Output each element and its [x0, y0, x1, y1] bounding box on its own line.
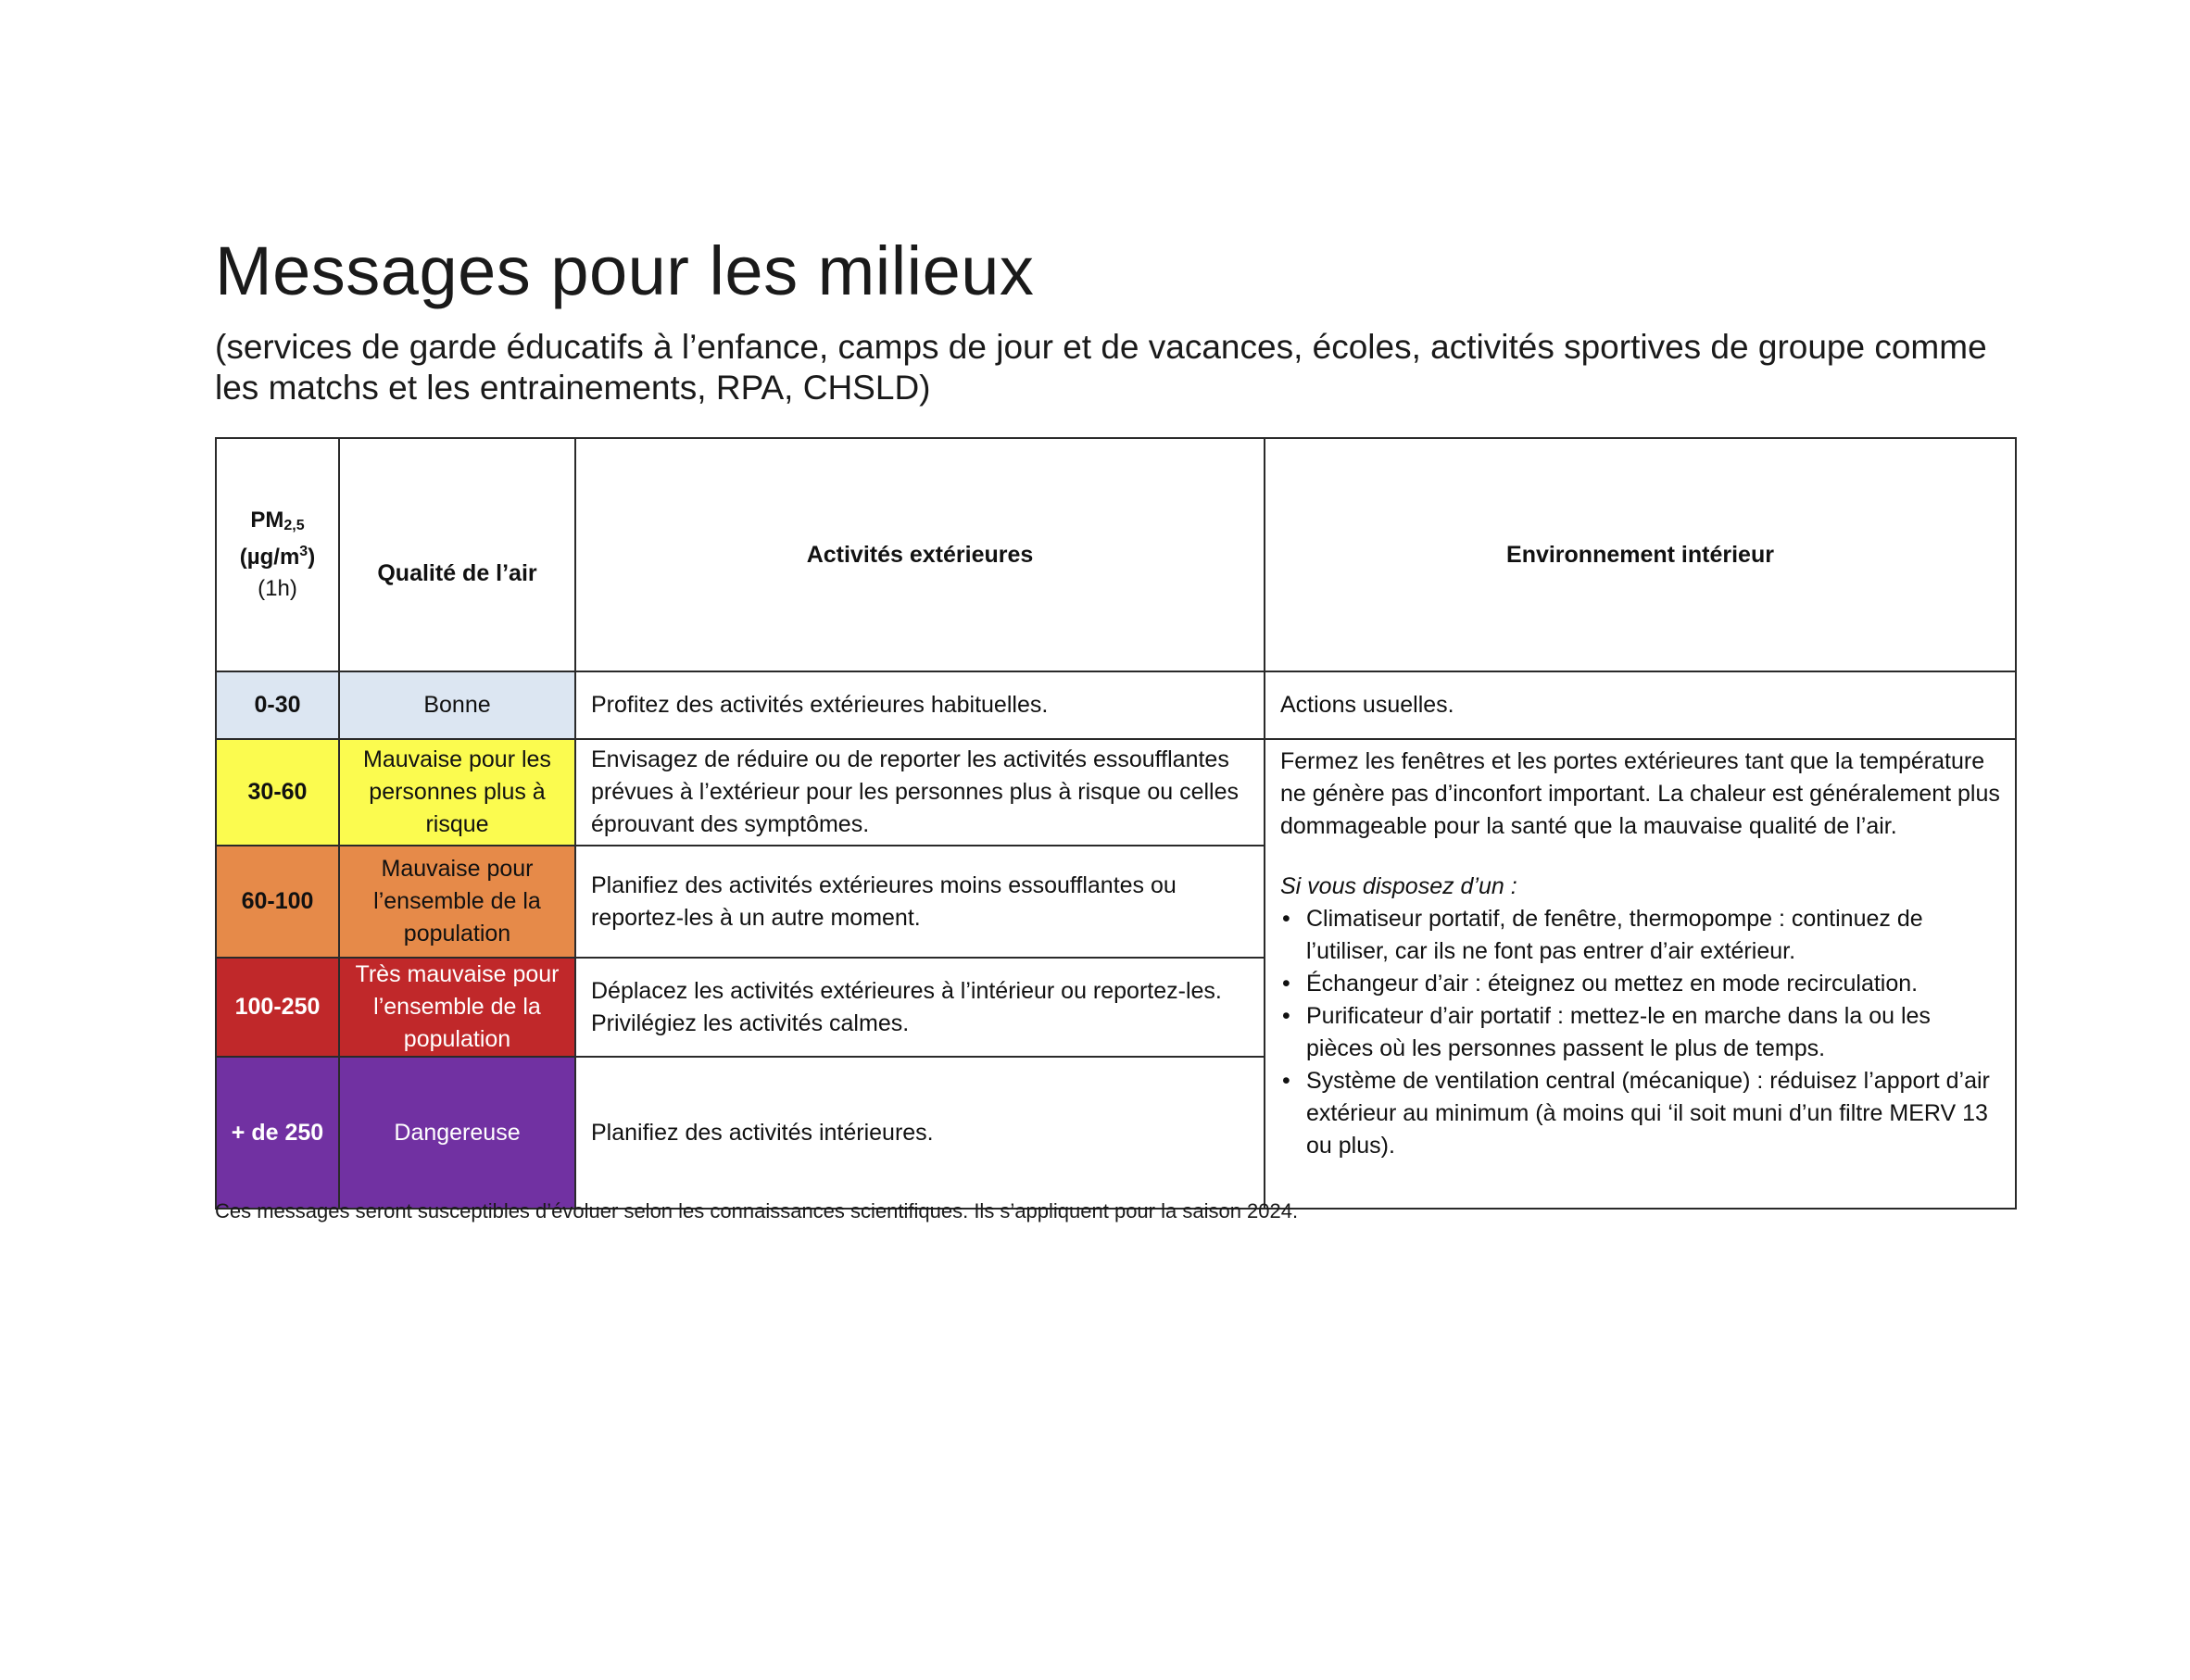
table-row	[216, 671, 2016, 739]
header-pm25	[216, 438, 339, 671]
range-cell: 0-30	[216, 671, 339, 739]
list-item-text: Purificateur d’air portatif : mettez-le en marche dans la ou les pièces où les personnes passent le plus de temps.	[1306, 1003, 1931, 1061]
indoor-intro: Si vous disposez d’un :	[1280, 873, 1517, 899]
list-item-text: Système de ventilation central (mécanique) : réduisez l’apport d’air extérieur au minimum (à moins qui ‘il soit muni d’un filtre MERV 13 ou plus).	[1306, 1068, 1990, 1159]
range-cell: 30-60	[216, 739, 339, 846]
indoor-cell: Actions usuelles.	[1265, 671, 2016, 739]
pm-unit-suffix: )	[308, 545, 316, 570]
list-item	[1282, 968, 2000, 1000]
table-header-row	[216, 438, 2016, 671]
header-indoor: Environnement intérieur	[1265, 438, 2016, 671]
indoor-cell-shared	[1265, 739, 2016, 1209]
page-subtitle: (services de garde éducatifs à l’enfance, camps de jour et de vacances, écoles, activités sportives de groupe comme les matchs et les entrainements, RPA, CHSLD)	[215, 328, 1987, 407]
quality-cell: Très mauvaise pour l’ensemble de la population	[339, 958, 575, 1057]
outdoor-cell: Planifiez des activités extérieures moins essoufflantes ou reportez-les à un autre moment.	[575, 846, 1265, 958]
pm-period: (1h)	[258, 576, 297, 601]
range-cell: 100-250	[216, 958, 339, 1057]
bullet-icon: •	[1282, 971, 1290, 997]
pm-unit-superscript: 3	[299, 544, 308, 559]
indoor-bullet-list	[1280, 903, 2000, 1162]
quality-cell: Mauvaise pour l’ensemble de la population	[339, 846, 575, 958]
outdoor-cell: Profitez des activités extérieures habituelles.	[575, 671, 1265, 739]
outdoor-cell: Envisagez de réduire ou de reporter les activités essoufflantes prévues à l’extérieur pour les personnes plus à risque ou celles éprouvant des symptômes.	[575, 739, 1265, 846]
quality-cell: Dangereuse	[339, 1057, 575, 1209]
pm-label: PM	[250, 508, 284, 533]
list-item	[1282, 903, 2000, 968]
outdoor-cell: Déplacez les activités extérieures à l’intérieur ou reportez-les. Privilégiez les activités calmes.	[575, 958, 1265, 1057]
bullet-icon: •	[1282, 1068, 1290, 1094]
outdoor-cell: Planifiez des activités intérieures.	[575, 1057, 1265, 1209]
footnote: Ces messages seront susceptibles d’évoluer selon les connaissances scientifiques. Ils s’appliquent pour la saison 2024.	[215, 1199, 1299, 1222]
quality-cell: Mauvaise pour les personnes plus à risque	[339, 739, 575, 846]
air-quality-table	[215, 437, 2017, 1210]
indoor-paragraph: Fermez les fenêtres et les portes extérieures tant que la température ne génère pas d’inconfort important. La chaleur est généralement plus dommageable pour la santé que la mauvaise qualité de l’air.	[1280, 748, 2000, 839]
range-cell: + de 250	[216, 1057, 339, 1209]
header-quality: Qualité de l’air	[339, 438, 575, 671]
header-outdoor: Activités extérieures	[575, 438, 1265, 671]
page-title: Messages pour les milieux	[215, 232, 1035, 309]
range-cell: 60-100	[216, 846, 339, 958]
bullet-icon: •	[1282, 906, 1290, 932]
list-item	[1282, 1000, 2000, 1065]
list-item	[1282, 1065, 2000, 1162]
quality-cell: Bonne	[339, 671, 575, 739]
table-row	[216, 739, 2016, 846]
pm-subscript: 2,5	[283, 518, 305, 533]
list-item-text: Échangeur d’air : éteignez ou mettez en mode recirculation.	[1306, 971, 1919, 997]
pm-unit-prefix: (µg/m	[239, 545, 300, 570]
bullet-icon: •	[1282, 1003, 1290, 1029]
list-item-text: Climatiseur portatif, de fenêtre, thermopompe : continuez de l’utiliser, car ils ne font pas entrer d’air extérieur.	[1306, 906, 1923, 964]
